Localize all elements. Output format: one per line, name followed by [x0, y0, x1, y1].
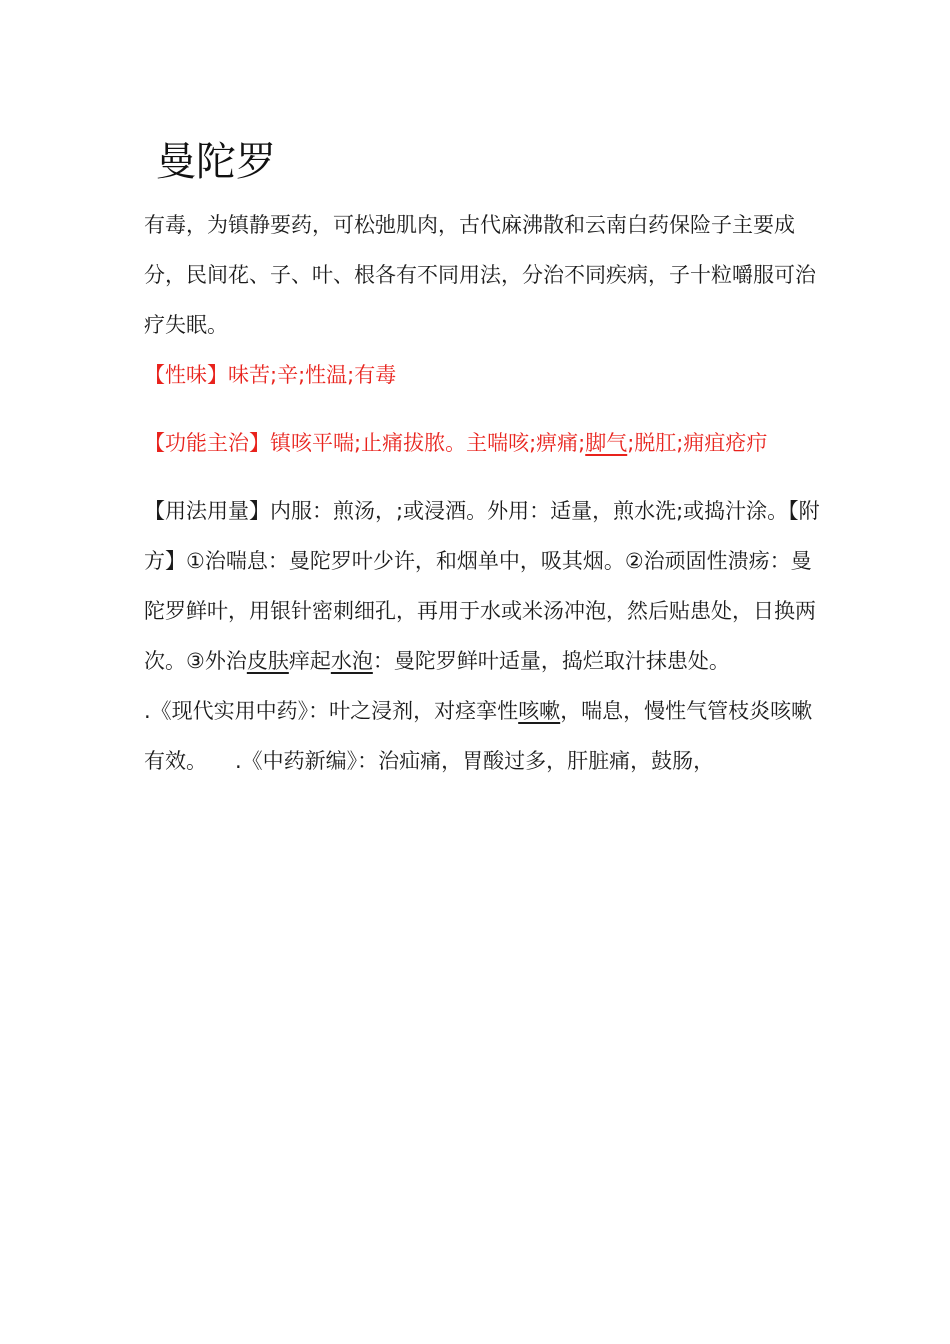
xingwei-text: 味苦;辛;性温;有毒: [228, 363, 397, 387]
gongneng-paragraph: [144, 418, 824, 468]
gongneng-text-a: 镇咳平喘;止痛拔脓。主喘咳;痹痛;: [270, 431, 586, 455]
yongfa-text-b: 痒起: [288, 649, 331, 673]
page-title: 曼陀罗: [156, 139, 276, 185]
xingwei-label: 【性味】: [144, 363, 228, 387]
gongneng-link-jiaoqi[interactable]: 脚气: [585, 431, 628, 455]
gongneng-label: 【功能主治】: [144, 431, 270, 455]
yongfa-label: 【用法用量】: [144, 499, 270, 523]
yongfa-text-a: 内服：煎汤，;或浸酒。外用：适量，煎水洗;或捣汁涂。【附方】①治喘息：曼陀罗叶少许，和烟单中，吸其烟。②治顽固性溃疡：曼陀罗鲜叶，用银针密刺细孔，再用于水或米汤冲泡，然后贴患处，日换两次。③外治: [144, 499, 820, 673]
xingwei-paragraph: [144, 350, 824, 400]
gongneng-text-b: ;脱肛;痈疽疮疖: [627, 431, 768, 455]
yongfa-link-pifu[interactable]: 皮肤: [246, 649, 289, 673]
references-text-b: ，喘息，慢性气管枝炎咳嗽有效。: [144, 699, 813, 773]
references-text-c: .《中药新编》：治疝痛，胃酸过多，肝脏痛，鼓肠，: [235, 749, 715, 773]
yongfa-link-shuipao[interactable]: 水泡: [330, 649, 373, 673]
references-text-a: .《现代实用中药》：叶之浸剂，对痉挛性: [144, 699, 519, 723]
document-body: [144, 200, 824, 786]
intro-paragraph: [144, 200, 824, 350]
intro-text: 有毒，为镇静要药，可松弛肌肉，古代麻沸散和云南白药保险子主要成分，民间花、子、叶、根各有不同用法，分治不同疾病，子十粒嚼服可治疗失眠。: [144, 213, 816, 337]
references-link-kesou[interactable]: 咳嗽: [518, 699, 561, 723]
yongfa-paragraph: [144, 486, 824, 686]
yongfa-text-c: ：曼陀罗鲜叶适量，捣烂取汁抹患处。: [372, 649, 730, 673]
references-paragraph: [144, 686, 824, 786]
